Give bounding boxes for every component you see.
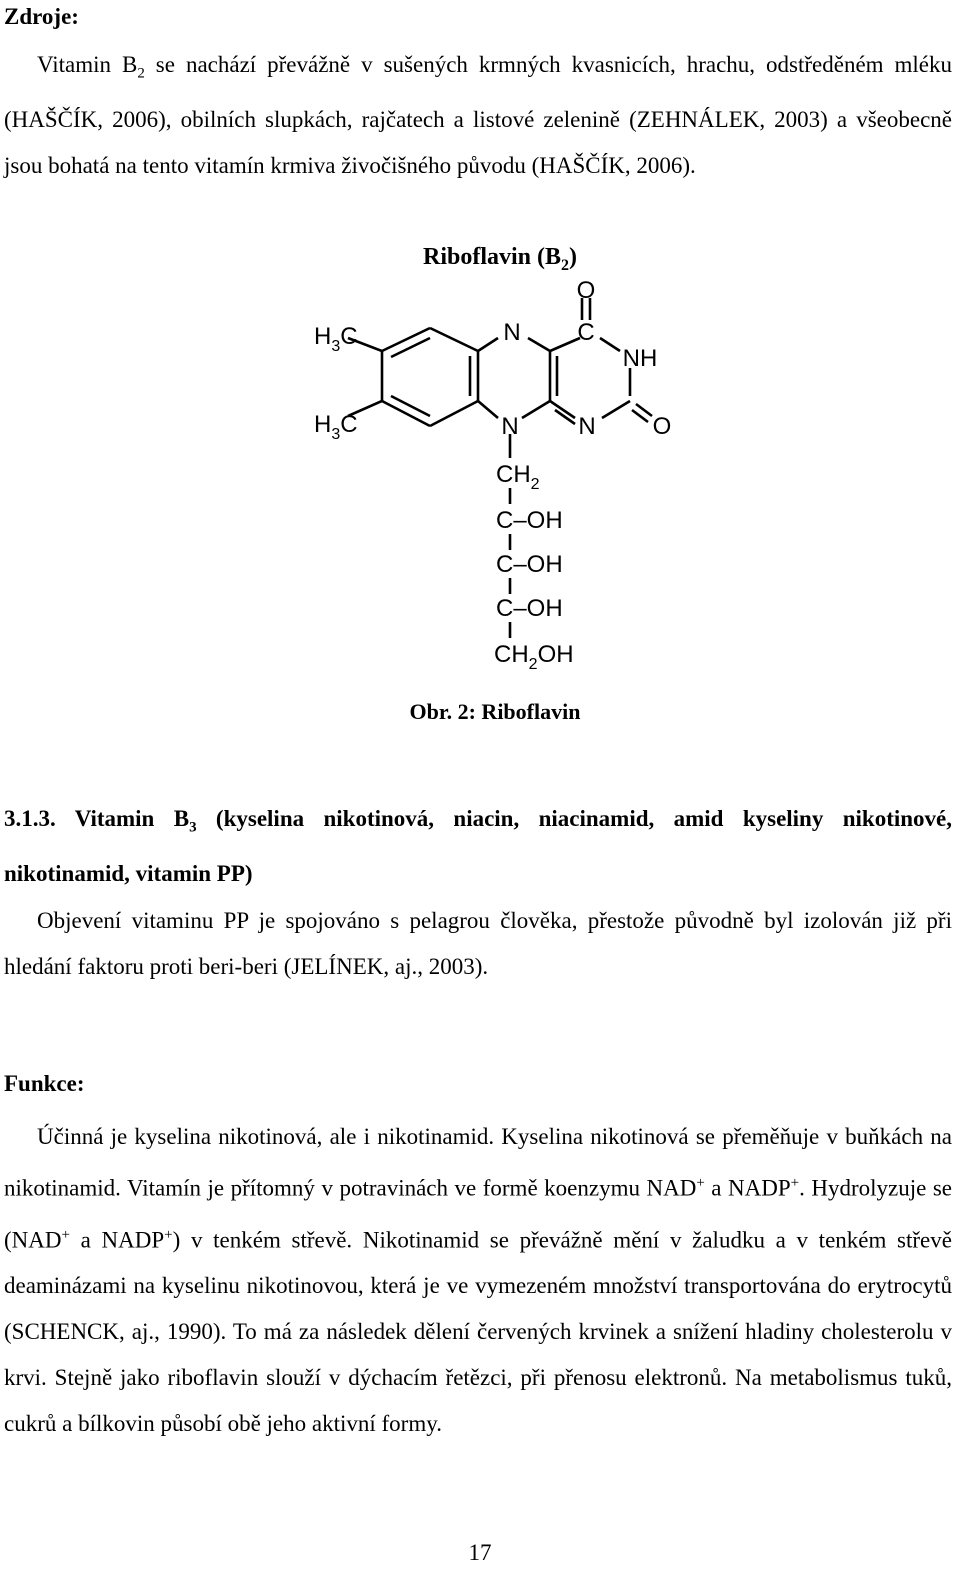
atom-ch2oh: $CH_2OH$ [494, 641, 574, 673]
methyl-top: $H_3C$ [314, 323, 358, 355]
methyl-bottom: $H_3C$ [314, 411, 358, 443]
sources-paragraph [4, 42, 952, 189]
atom-n-bottom-right: N [578, 413, 596, 440]
atom-n-top: N [503, 319, 521, 346]
atom-c-oh-3: C–OH [496, 595, 563, 622]
section-title-b3: 3.1.3. Vitamin $B_3$ (kyselina nikotinová, niacin, niacinamid, amid kyseliny nikotinové, nikotinamid, vitamin PP) [4, 806, 952, 886]
sources-subscript: 2 [137, 65, 145, 82]
function-heading: Funkce: [4, 1071, 85, 1096]
riboflavin-structure [290, 238, 710, 688]
sources-text-rest: se nachází převážně v sušených krmných kvasnicích, hrachu, odstředěném mléku (HAŠČÍK, 2006), obilních slupkách, rajčatech a listové zelenině (ZEHNÁLEK, 2003) a všeobecně jsou bohatá na tento vitamín krmiva živočišného původu (HAŠČÍK, 2006). [4, 52, 953, 178]
sources-heading: Zdroje: [4, 4, 79, 29]
atom-ch2: $CH_2$ [496, 461, 540, 493]
sources-text-start: Vitamin B [37, 52, 138, 77]
function-paragraph: Účinná je kyselina nikotinová, ale i nikotinamid. Kyselina nikotinová se přeměňuje v buňkách na nikotinamid. Vitamín je přítomný v potravinách ve formě koenzymu NAD+ a NADP+. Hydrolyzuje se (NAD+ a NADP+) v tenkém střevě. Nikotinamid se převážně mění v žaludku a v tenkém střevě deaminázami na kyselinu nikotinovou, která je ve vymezeném množství transportována do erytrocytů (SCHENCK, aj., 1990). To má za následek dělení červených krvinek a snížení hladiny cholesterolu v krvi. Stejně jako riboflavin slouží v dýchacím řetězci, při přenosu elektronů. Na metabolismus tuků, cukrů a bílkovin působí obě jeho aktivní formy. [4, 1124, 952, 1437]
atom-labels [314, 277, 671, 673]
atom-n-bottom: N [501, 413, 519, 440]
page-number: 17 [468, 1540, 492, 1565]
figure-caption: Obr. 2: Riboflavin [409, 699, 581, 724]
b3-paragraph: Objevení vitaminu PP je spojováno s pelagrou člověka, přestože původně byl izolován již při hledání faktoru proti beri-beri (JELÍNEK, aj., 2003). [4, 908, 952, 979]
figure-title: Riboflavin $(B_2)$ [422, 244, 578, 274]
riboflavin-figure [290, 238, 710, 688]
atom-o-right: O [652, 413, 672, 440]
atom-nh: NH [622, 345, 658, 372]
atom-c-top: C [577, 319, 595, 346]
atom-c-oh-1: C–OH [496, 507, 563, 534]
atom-c-oh-2: C–OH [496, 551, 563, 578]
atom-o-top: O [576, 277, 596, 304]
